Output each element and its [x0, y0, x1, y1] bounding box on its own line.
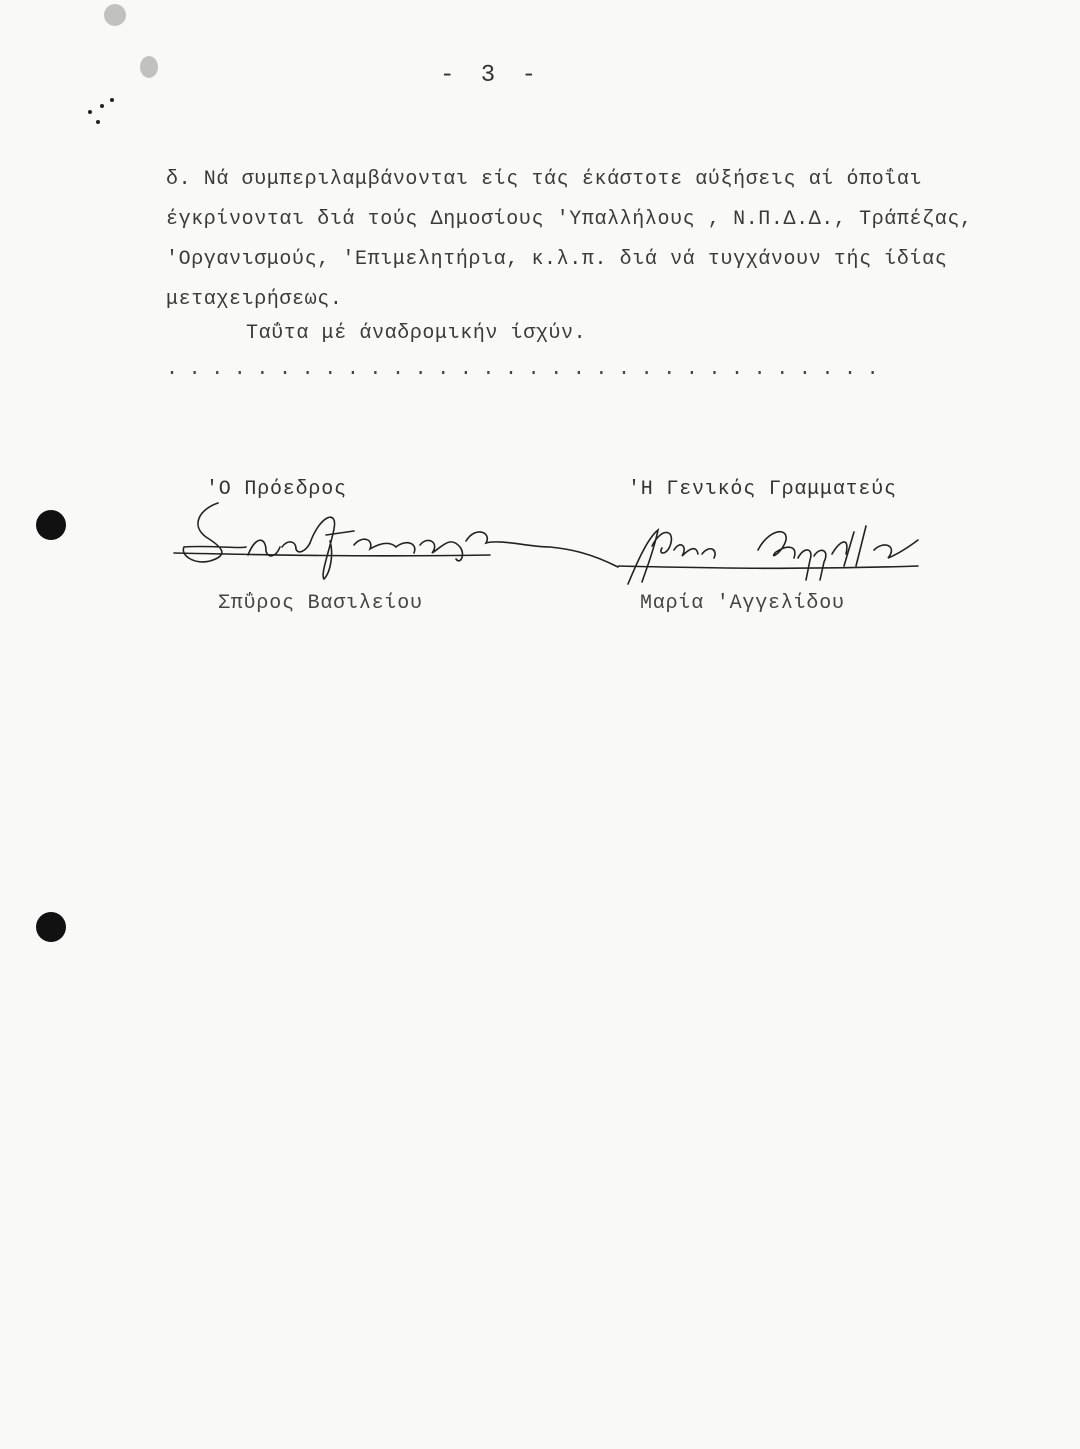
body-paragraph: [166, 160, 1046, 320]
punch-hole: [36, 510, 66, 540]
closing-line: Ταΰτα μέ άναδρομικήν ίσχύν.: [246, 322, 587, 345]
scan-smudge: [140, 56, 158, 78]
scan-speck: [88, 110, 92, 114]
paragraph-line: 'Οργανισμούς, 'Επιμελητήρια, κ.λ.π. διά νά τυγχάνουν τής ίδίας: [166, 248, 948, 271]
president-signature: [170, 495, 620, 585]
scan-speck: [96, 120, 100, 124]
scan-speck: [100, 104, 104, 108]
paragraph-line: έγκρίνονται διά τούς Δημοσίους 'Υπαλλήλους , Ν.Π.Δ.Δ., Τράπέζας,: [166, 208, 973, 231]
scan-speck: [110, 98, 114, 102]
page-number: - 3 -: [440, 62, 543, 89]
paragraph-line: δ. Νά συμπεριλαμβάνονται είς τάς έκάστοτε αύξήσεις αί όποΐαι: [166, 168, 923, 191]
secretary-title: 'Η Γενικός Γραμματεύς: [628, 478, 897, 501]
punch-hole: [36, 912, 66, 942]
president-name: Σπΰρος Βασιλείου: [218, 592, 423, 615]
secretary-name: Μαρία 'Αγγελίδου: [640, 592, 845, 615]
paragraph-line: μεταχειρήσεως.: [166, 288, 343, 311]
president-title: 'Ο Πρόεδρος: [206, 478, 347, 501]
secretary-signature: [618, 510, 928, 590]
dotted-separator: ................................: [166, 358, 890, 381]
scan-smudge: [104, 4, 126, 26]
